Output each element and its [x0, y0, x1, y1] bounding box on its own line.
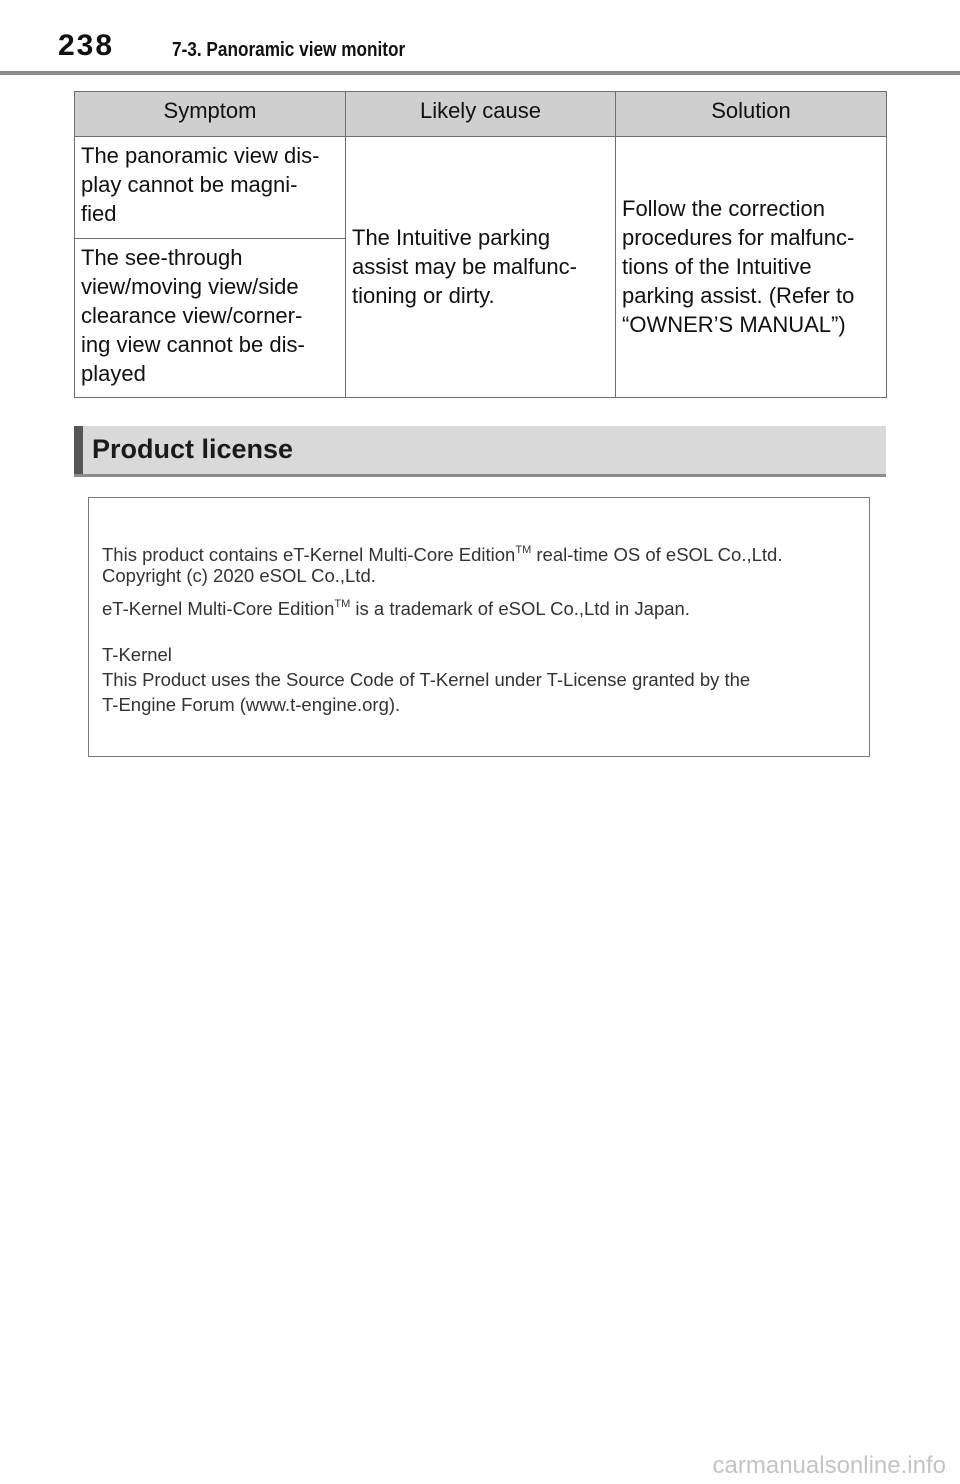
license-line: Copyright (c) 2020 eSOL Co.,Ltd. — [102, 565, 376, 586]
watermark: carmanualsonline.info — [712, 1452, 946, 1479]
header-solution: Solution — [616, 92, 887, 137]
license-line: T-Kernel — [102, 644, 172, 665]
trademark-mark: TM — [334, 598, 351, 610]
section-title: 7-3. Panoramic view monitor — [172, 39, 406, 61]
page-number: 238 — [58, 29, 115, 62]
symptom-cell: The see-through view/moving view/side clearance view/corner- ing view cannot be dis- played — [75, 239, 346, 398]
section-heading-bar — [74, 426, 886, 477]
table-row — [75, 137, 887, 239]
page-header — [0, 0, 960, 76]
heading-accent — [74, 426, 83, 474]
license-notice-box — [88, 497, 870, 757]
header-divider — [0, 71, 960, 75]
symptom-cell: The panoramic view dis- play cannot be magni- fied — [75, 137, 346, 239]
header-likely-cause: Likely cause — [346, 92, 616, 137]
table-header-row — [75, 92, 887, 137]
section-heading: Product license — [92, 434, 294, 464]
solution-cell: Follow the correction procedures for malfunc- tions of the Intuitive parking assist. (Refer to “OWNER’S MANUAL”) — [616, 137, 887, 398]
license-line: T-Engine Forum (www.t-engine.org). — [102, 694, 401, 715]
likely-cause-cell: The Intuitive parking assist may be malfunc- tioning or dirty. — [346, 137, 616, 398]
license-line: This Product uses the Source Code of T-Kernel under T-License granted by the — [102, 669, 751, 690]
license-line: eT-Kernel Multi-Core Edition™ is a trademark of eSOL Co.,Ltd in Japan. — [102, 598, 690, 619]
header-symptom: Symptom — [75, 92, 346, 137]
trademark-mark: TM — [515, 544, 532, 556]
license-line: This product contains eT-Kernel Multi-Core Edition™ real-time OS of eSOL Co.,Ltd. — [102, 544, 783, 565]
troubleshooting-table — [74, 91, 887, 398]
